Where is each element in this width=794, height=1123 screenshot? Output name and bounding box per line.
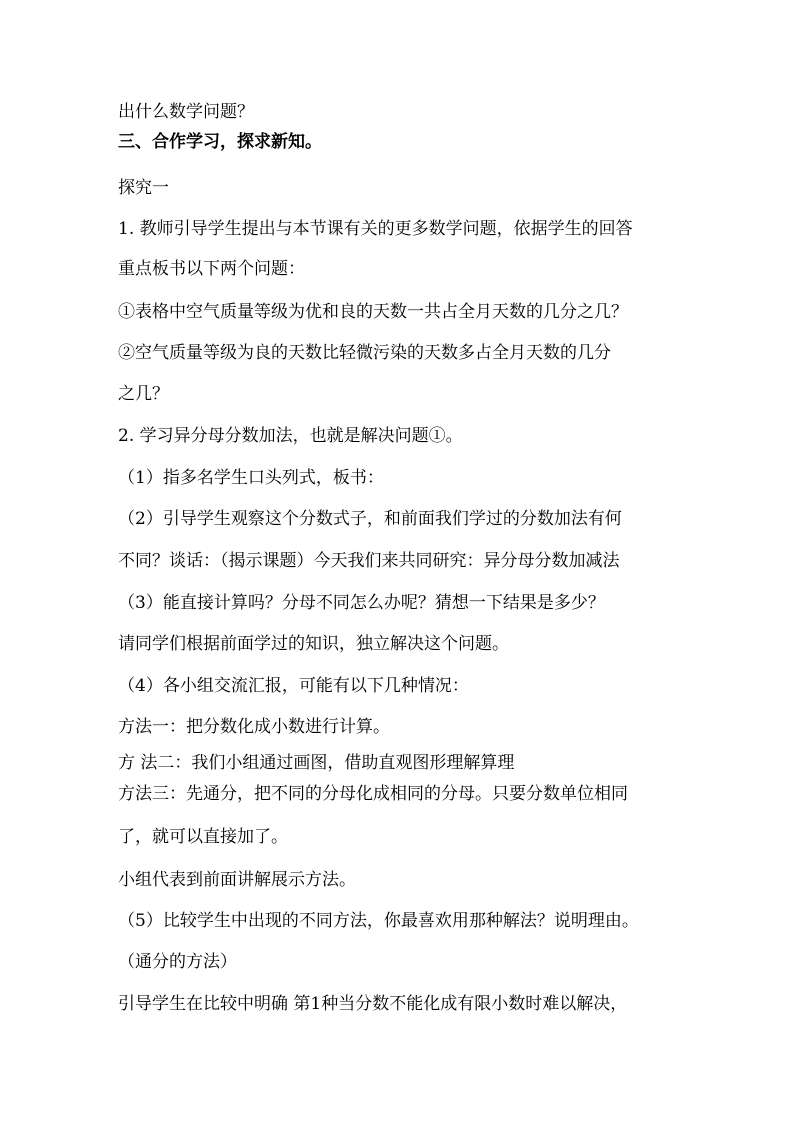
text-line: 出什么数学问题？ (118, 102, 254, 122)
text-line: 1. 教师引导学生提出与本节课有关的更多数学问题，依据学生的回答 (118, 219, 633, 239)
text-line: 了，就可以直接加了。 (118, 827, 288, 847)
text-line: 之几？ (118, 384, 169, 404)
text-line: ②空气质量等级为良的天数比轻微污染的天数多占全月天数的几分 (118, 343, 611, 363)
section-heading: 三、合作学习，探求新知。 (118, 132, 322, 152)
text-line: （3）能直接计算吗？分母不同怎么办呢？猜想一下结果是多少？ (118, 593, 605, 613)
subsection-heading: 探究一 (118, 178, 169, 198)
text-line: 引导学生在比较中明确 第1种当分数不能化成有限小数时难以解决， (118, 994, 628, 1014)
text-line: 方法三：先通分，把不同的分母化成相同的分母。只要分数单位相同 (118, 784, 628, 804)
text-line: （1）指多名学生口头列式，板书： (118, 468, 384, 488)
text-line: 2. 学习异分母分数加法，也就是解决问题①。 (118, 426, 463, 446)
text-line: 方法一：把分数化成小数进行计算。 (118, 717, 390, 737)
text-line: 不同？谈话：（揭示课题）今天我们来共同研究：异分母分数加减法 (118, 551, 620, 571)
text-line: （4）各小组交流汇报，可能有以下几种情况： (118, 676, 469, 696)
text-line: 小组代表到前面讲解展示方法。 (118, 870, 356, 890)
text-line: （通分的方法） (118, 952, 237, 972)
text-line: 请同学们根据前面学过的知识，独立解决这个问题。 (118, 634, 509, 654)
text-line: （2）引导学生观察这个分数式子，和前面我们学过的分数加法有何 (118, 509, 622, 529)
text-line: ①表格中空气质量等级为优和良的天数一共占全月天数的几分之几？ (118, 302, 628, 322)
text-line: 重点板书以下两个问题： (118, 259, 305, 279)
text-line: （5）比较学生中出现的不同方法，你最喜欢用那种解法？说明理由。 (118, 911, 639, 931)
text-line: 方 法二：我们小组通过画图，借助直观图形理解算理 (118, 753, 515, 773)
